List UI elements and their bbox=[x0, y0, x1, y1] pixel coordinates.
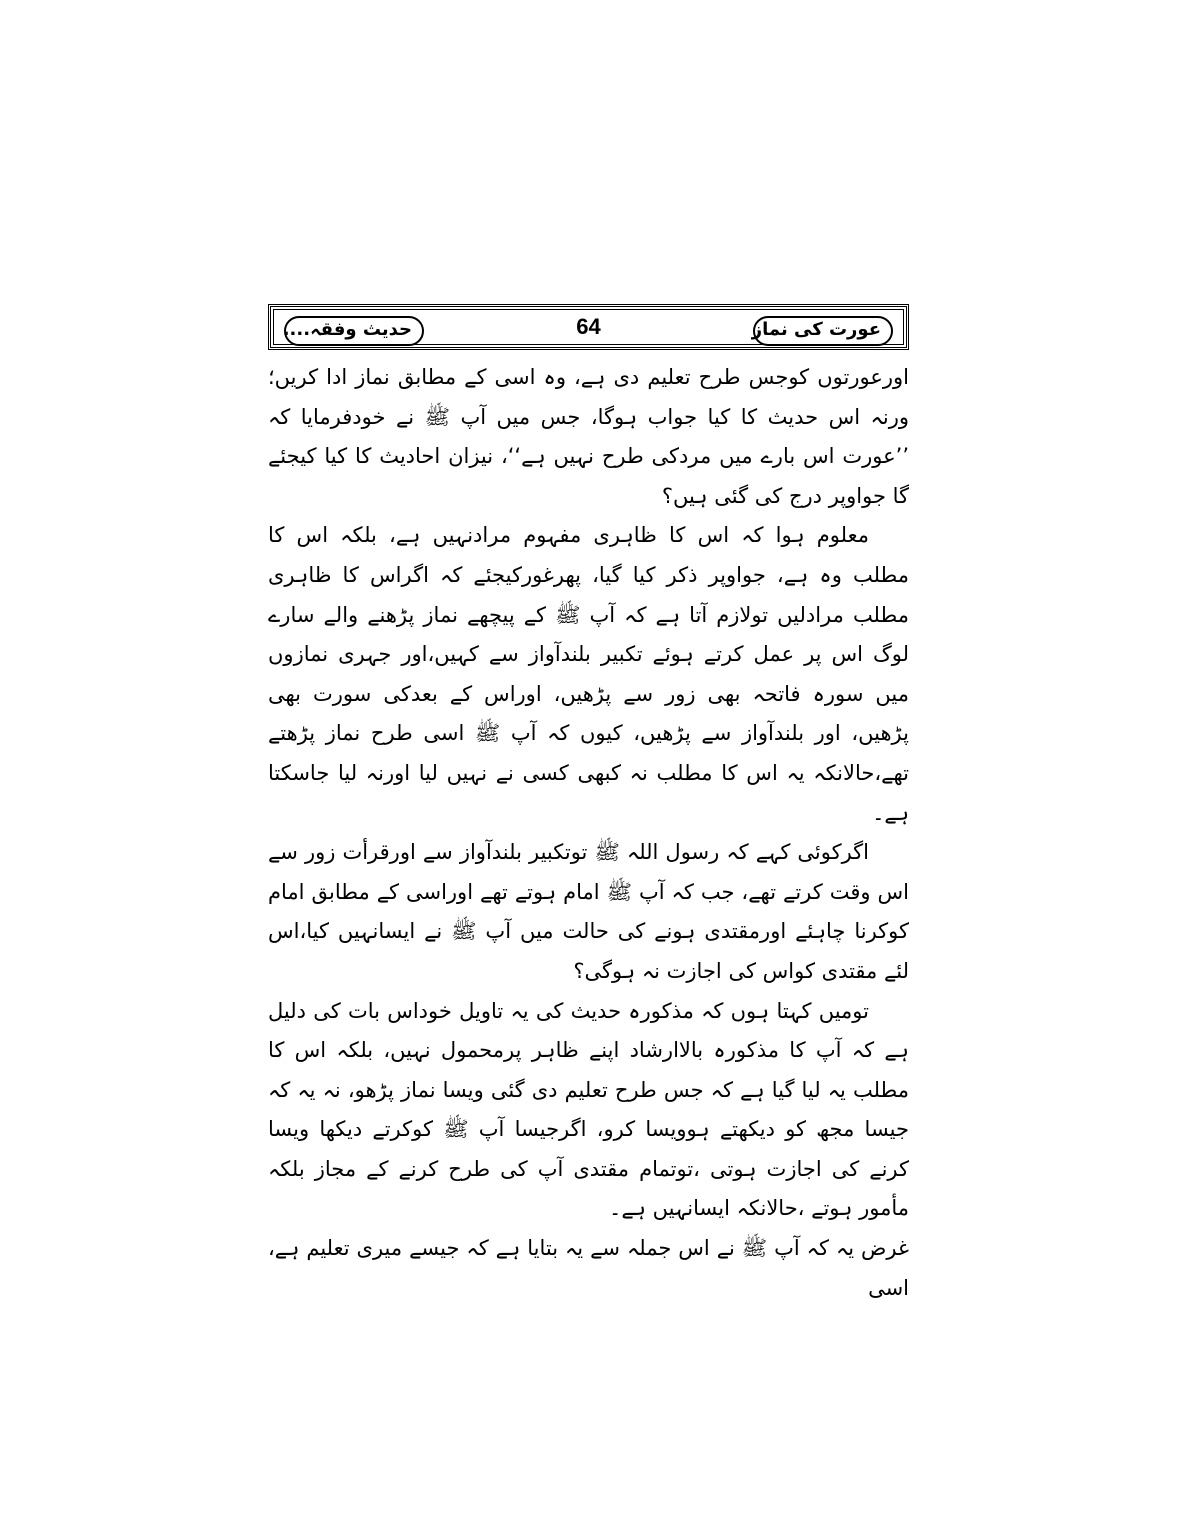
section-title-badge: حدیث وفقہ.... bbox=[284, 316, 424, 346]
body-text bbox=[268, 358, 909, 1308]
paragraph: اگرکوئی کہے کہ رسول اللہ ﷺ توتکبیر بلندآواز سے اورقرأت زور سے اس وقت کرتے تھے، جب کہ آپ ﷺ امام ہوتے تھے اوراسی کے مطابق امام کوکرنا چاہئے اورمقتدی ہونے کی حالت میں آپ ﷺ نے ایسانہیں کیا،اس لئے مقتدی کواس کی اجازت نہ ہوگی؟ bbox=[268, 840, 909, 983]
header-frame bbox=[273, 309, 904, 345]
paragraph: غرض یہ کہ آپ ﷺ نے اس جملہ سے یہ بتایا ہے کہ جیسے میری تعلیم ہے، اسی bbox=[268, 1236, 909, 1300]
page-number: 64 bbox=[576, 314, 601, 339]
paragraph: اورعورتوں کوجس طرح تعلیم دی ہے، وہ اسی کے مطابق نماز ادا کریں؛ ورنہ اس حدیث کا کیا جواب ہوگا، جس میں آپ ﷺ نے خودفرمایا کہ ’’عورت اس بارے میں مردکی طرح نہیں ہے‘‘، نیزان احادیث کا کیا کیجئے گا جواوپر درج کی گئی ہیں؟ bbox=[268, 365, 909, 508]
paragraph: معلوم ہوا کہ اس کا ظاہری مفہوم مرادنہیں ہے، بلکہ اس کا مطلب وہ ہے، جواوپر ذکر کیا گیا، پھرغورکیجئے کہ اگراس کا ظاہری مطلب مرادلیں تولازم آتا ہے کہ آپ ﷺ کے پیچھے نماز پڑھنے والے سارے لوگ اس پر عمل کرتے ہوئے تکبیر بلندآواز سے کہیں،اور جہری نمازوں میں سورہ فاتحہ بھی زور سے پڑھیں، اوراس کے بعدکی سورت بھی پڑھیں، اور بلندآواز سے پڑھیں، کیوں کہ آپ ﷺ اسی طرح نماز پڑھتے تھے،حالانکہ یہ اس کا مطلب نہ کبھی کسی نے نہیں لیا اورنہ لیا جاسکتا ہے۔ bbox=[268, 523, 909, 825]
book-title-badge: عورت کی نماز bbox=[753, 316, 893, 346]
page-header bbox=[268, 304, 909, 350]
paragraph: تومیں کہتا ہوں کہ مذکورہ حدیث کی یہ تاویل خوداس بات کی دلیل ہے کہ آپ کا مذکورہ بالاارشاد اپنے ظاہر پرمحمول نہیں، بلکہ اس کا مطلب یہ لیا گیا ہے کہ جس طرح تعلیم دی گئی ویسا نماز پڑھو، نہ یہ کہ جیسا مجھ کو دیکھتے ہوویسا کرو، اگرجیسا آپ ﷺ کوکرتے دیکھا ویسا کرنے کی اجازت ہوتی ،توتمام مقتدی آپ کی طرح کرنے کے مجاز بلکہ مأمور ہوتے ،حالانکہ ایسانہیں ہے۔ bbox=[268, 998, 909, 1221]
